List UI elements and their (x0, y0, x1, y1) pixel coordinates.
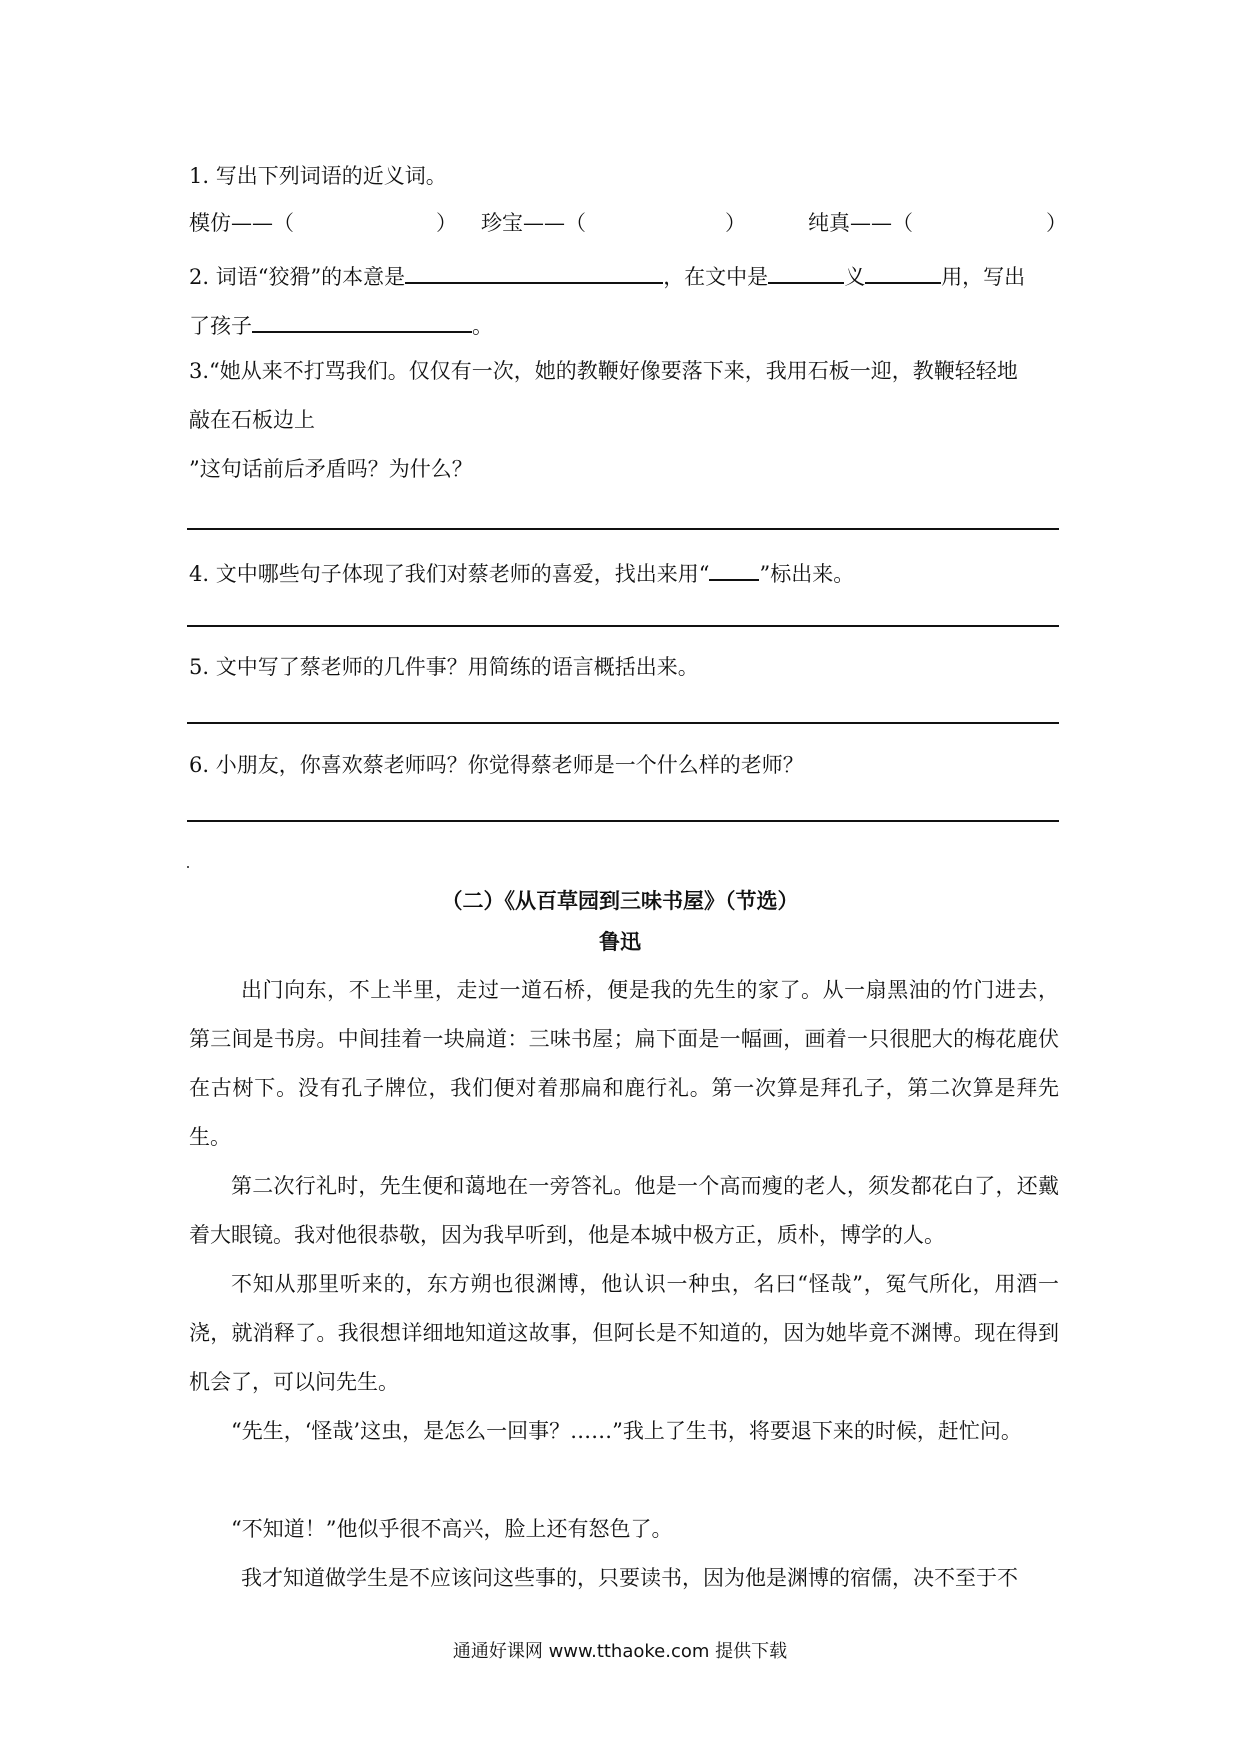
question-5-prompt: 5. 文中写了蔡老师的几件事？用简练的语言概括出来。 (189, 655, 699, 679)
page-footer: 通通好课网 www.tthaoke.com 提供下载 (452, 1641, 788, 1662)
passage-paragraph-3: 不知从那里听来的，东方朔也很渊博，他认识一种虫，名曰“怪哉”，冤气所化，用酒一浇，就消释了。我很想详细地知道这故事，但阿长是不知道的，因为她毕竟不渊博。现在得到机会了，可以问先生。 (189, 1272, 1059, 1394)
q1-item-2-word: 珍宝——（ (481, 211, 586, 235)
q4-text-2: ”标出来。 (759, 562, 855, 586)
question-1-prompt: 1. 写出下列词语的近义词。 (189, 164, 447, 188)
q2-text-4: 用，写出 (941, 265, 1026, 289)
q2-answer-blank-1[interactable] (405, 258, 663, 284)
q1-item-3-word: 纯真——（ (808, 211, 913, 235)
scan-speck (187, 866, 189, 868)
question-2-line-2 (189, 307, 493, 341)
q1-item-1-close: ） (436, 211, 457, 235)
q2-text-3: 义 (844, 265, 866, 289)
passage-paragraph-1: 出门向东，不上半里，走过一道石桥，便是我的先生的家了。从一扇黑油的竹门进去，第三间是书房。中间挂着一块扁道：三味书屋；扁下面是一幅画，画着一只很肥大的梅花鹿伏在古树下。没有孔子牌位，我们便对着那扁和鹿行礼。第一次算是拜孔子，第二次算是拜先生。 (189, 978, 1059, 1149)
passage-paragraph-2: 第二次行礼时，先生便和蔼地在一旁答礼。他是一个高而瘦的老人，须发都花白了，还戴着大眼镜。我对他很恭敬，因为我早听到，他是本城中极方正，质朴，博学的人。 (189, 1174, 1059, 1247)
q2-text-1: 2. 词语“狡猾”的本意是 (189, 265, 406, 289)
q4-text-1: 4. 文中哪些句子体现了我们对蔡老师的喜爱，找出来用“ (189, 562, 710, 586)
q4-underline-sample (709, 555, 759, 581)
q4-answer-line[interactable] (187, 625, 1059, 627)
question-4-line (189, 555, 854, 589)
q1-item-3-close: ） (1046, 211, 1067, 235)
q6-answer-line[interactable] (187, 820, 1059, 822)
q2-text-5: 了孩子 (189, 314, 252, 338)
passage-paragraph-6: 我才知道做学生是不应该问这些事的，只要读书，因为他是渊博的宿儒，决不至于不 (241, 1566, 1018, 1590)
question-2-line-1 (189, 258, 1025, 292)
q2-answer-blank-2[interactable] (768, 258, 844, 284)
q2-text-2: ，在文中是 (663, 265, 769, 289)
q2-text-6: 。 (472, 314, 493, 338)
question-3-line-1: 3.“她从来不打骂我们。仅仅有一次，她的教鞭好像要落下来，我用石板一迎，教鞭轻轻地 (189, 359, 1018, 383)
q2-answer-blank-4[interactable] (252, 307, 472, 333)
question-3-line-3: ”这句话前后矛盾吗？为什么？ (189, 457, 473, 481)
question-6-prompt: 6. 小朋友，你喜欢蔡老师吗？你觉得蔡老师是一个什么样的老师？ (189, 753, 804, 777)
q2-answer-blank-3[interactable] (865, 258, 941, 284)
passage-author: 鲁迅 (599, 929, 641, 954)
question-3-line-2: 敲在石板边上 (189, 408, 315, 432)
q3-answer-line[interactable] (187, 528, 1059, 530)
passage-paragraph-4: “先生，‘怪哉’这虫，是怎么一回事？……”我上了生书，将要退下来的时候，赶忙问。 (231, 1419, 1022, 1443)
passage-title: （二）《从百草园到三味书屋》（节选） (441, 888, 799, 913)
q1-item-2-close: ） (725, 211, 746, 235)
q1-item-1-word: 模仿——（ (189, 211, 294, 235)
q5-answer-line[interactable] (187, 722, 1059, 724)
passage-paragraph-5: “不知道！”他似乎很不高兴，脸上还有怒色了。 (231, 1517, 673, 1541)
